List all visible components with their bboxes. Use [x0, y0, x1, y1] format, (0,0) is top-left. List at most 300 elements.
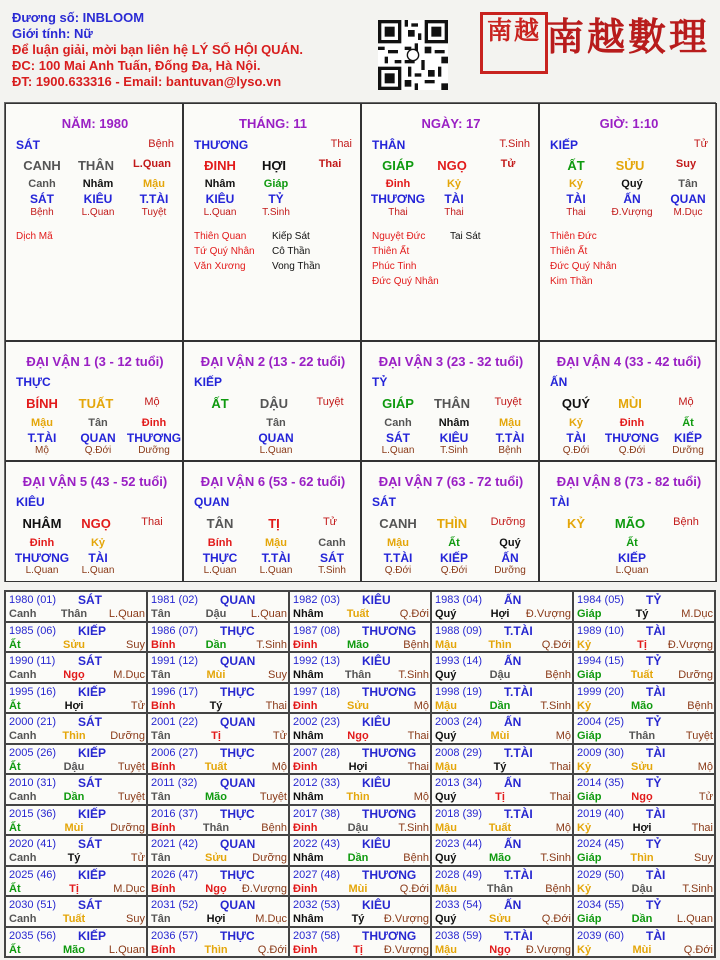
hidden-stem-star: TỶ: [268, 192, 284, 206]
hidden-stem: Nhâm: [204, 178, 236, 190]
year-phase: Mộ: [413, 791, 429, 803]
year-star: TÀI: [646, 745, 666, 760]
year-star: TÀI: [646, 684, 666, 699]
year-star: SÁT: [78, 715, 102, 729]
hidden-stem-star: ẤN: [501, 551, 519, 565]
year-age: 2039 (60): [577, 929, 625, 942]
year-stem: Canh: [9, 852, 37, 864]
year-age: 1987 (08): [293, 624, 341, 637]
year-star: TÀI: [646, 806, 666, 821]
year-age: 2013 (34): [435, 777, 483, 789]
year-phase: Thai: [265, 699, 287, 712]
year-cell: [289, 805, 431, 836]
year-stem: Tân: [151, 608, 171, 620]
year-phase: T.Sinh: [256, 638, 287, 651]
hidden-stem-star: TÀI: [88, 551, 108, 565]
pillar-stem-star: THÂN: [372, 138, 406, 152]
year-age: 2035 (56): [9, 929, 57, 942]
year-branch: Thìn: [488, 638, 512, 651]
year-cell: [573, 652, 715, 683]
year-stem: Bính: [151, 699, 176, 712]
year-cell: [289, 652, 431, 683]
pillar-stem-status: Bệnh: [148, 138, 174, 150]
hidden-stem: Ất: [626, 537, 638, 549]
year-age: 1980 (01): [9, 594, 57, 606]
year-age: 2030 (51): [9, 899, 57, 911]
contact-phone-email: ĐT: 1900.633316 - Email: bantuvan@lyso.vn: [12, 74, 282, 89]
decade-luck-4: [539, 341, 717, 461]
year-phase: Q.Đới: [399, 882, 429, 895]
year-branch: Tuất: [630, 669, 654, 681]
year-branch: Dần: [631, 913, 653, 925]
hidden-stem-star: ẤN: [623, 192, 641, 206]
decade-stem-star: SÁT: [372, 495, 396, 509]
decade-stem-star: TÀI: [550, 495, 570, 509]
year-phase: Đ.Vượng: [383, 913, 429, 925]
year-phase: Dưỡng: [252, 852, 287, 864]
hidden-stem-star: KIÊU: [205, 192, 235, 206]
pillar-title: NĂM: 1980: [61, 116, 129, 131]
pillar-branch-status: L.Quan: [133, 158, 171, 170]
year-cell: [573, 896, 715, 927]
year-branch: Ngọ: [489, 943, 511, 956]
year-branch: Mão: [63, 943, 85, 956]
year-stem: Giáp: [577, 913, 602, 925]
decade-heavenly-stem: BÍNH: [26, 396, 58, 411]
year-star: KIẾP: [78, 745, 107, 760]
year-stem: Kỷ: [577, 882, 592, 895]
year-age: 1981 (02): [151, 594, 199, 606]
year-age: 1988 (09): [435, 624, 483, 637]
hidden-stem: Đinh: [385, 178, 411, 190]
decade-stem-star: KIÊU: [16, 495, 45, 509]
year-phase: Dưỡng: [110, 821, 145, 834]
pillar-year: [5, 103, 183, 341]
year-cell: [431, 927, 573, 958]
year-branch: Thìn: [204, 943, 228, 956]
year-star: T.TÀI: [504, 928, 533, 943]
year-branch: Dần: [347, 852, 369, 864]
hidden-stem-phase: M.Dục: [673, 207, 703, 218]
year-star: KIÊU: [362, 898, 391, 912]
year-phase: L.Quan: [108, 608, 145, 620]
year-branch: Thân: [344, 669, 372, 681]
year-age: 2036 (57): [151, 929, 199, 942]
year-age: 2026 (47): [151, 868, 199, 881]
year-star: TÀI: [646, 867, 666, 882]
auxiliary-star: Kiếp Sát: [272, 231, 310, 242]
hidden-stem-star: KIÊU: [83, 192, 113, 206]
year-cell: [573, 927, 715, 958]
year-cell: [573, 744, 715, 775]
year-star: THỰC: [220, 928, 255, 943]
year-phase: Tuyệt: [117, 760, 145, 773]
year-age: 2020 (41): [9, 838, 57, 850]
year-branch: Tị: [211, 730, 221, 742]
year-phase: Đ.Vượng: [383, 943, 429, 956]
year-branch: Tuất: [488, 821, 512, 834]
year-cell: [573, 622, 715, 653]
year-stem: Quý: [435, 791, 457, 803]
year-cell: [289, 866, 431, 897]
year-phase: T.Sinh: [398, 669, 429, 681]
hidden-stem-star: SÁT: [386, 431, 410, 445]
year-branch: Ngọ: [347, 730, 369, 742]
year-cell: [5, 713, 147, 744]
pillar-heavenly-stem: CANH: [23, 158, 61, 173]
decade-status: Thai: [141, 516, 163, 528]
year-branch: Thìn: [346, 791, 370, 803]
year-branch: Thân: [628, 730, 656, 742]
year-phase: Q.Đới: [399, 608, 429, 620]
year-star: T.TÀI: [504, 684, 533, 699]
year-star: KIÊU: [362, 715, 391, 729]
pillar-month: [183, 103, 361, 341]
year-stem: Đinh: [293, 638, 318, 651]
hidden-stem-star: THƯƠNG: [604, 431, 660, 445]
hidden-stem-phase: L.Quan: [203, 565, 237, 576]
year-star: THỰC: [220, 867, 255, 882]
year-cell: [147, 683, 289, 714]
year-cell: [431, 652, 573, 683]
year-phase: Tuyệt: [117, 791, 145, 803]
hidden-stem-phase: T.Sinh: [318, 565, 346, 576]
pillar-stem-status: Thai: [330, 138, 352, 150]
year-branch: Tị: [637, 638, 647, 651]
year-branch: Mùi: [490, 730, 510, 742]
year-cell: [5, 591, 147, 622]
year-stem: Ất: [9, 699, 21, 712]
hidden-stem: Kỷ: [568, 417, 584, 429]
hidden-stem: Đinh: [29, 537, 55, 549]
hidden-stem-phase: Bệnh: [30, 207, 54, 218]
year-stem: Bính: [151, 821, 176, 834]
year-cell: [573, 866, 715, 897]
decade-title: ĐẠI VẬN 7 (63 - 72 tuổi): [378, 474, 524, 489]
hidden-stem-phase: Mộ: [35, 445, 49, 456]
hidden-stem-phase: L.Quan: [203, 207, 237, 218]
year-branch: Ngọ: [205, 882, 227, 895]
hidden-stem-phase: Thai: [444, 207, 464, 218]
year-cell: [289, 622, 431, 653]
decade-earthly-branch: MÃO: [614, 516, 646, 531]
year-stem: Nhâm: [293, 791, 324, 803]
decade-heavenly-stem: QUÝ: [561, 396, 591, 411]
hidden-stem-star: TÀI: [566, 431, 586, 445]
year-cell: [5, 835, 147, 866]
year-phase: Q.Đới: [541, 913, 571, 925]
decade-title: ĐẠI VẬN 1 (3 - 12 tuổi): [26, 354, 164, 369]
year-phase: T.Sinh: [540, 699, 571, 712]
year-stem: Nhâm: [293, 730, 324, 742]
year-stem: Giáp: [577, 608, 602, 620]
auxiliary-star: Thiên Quan: [194, 231, 247, 242]
year-branch: Dậu: [489, 669, 511, 681]
year-stem: Ất: [9, 882, 21, 895]
year-branch: Tị: [495, 791, 505, 803]
year-cell: [147, 591, 289, 622]
hidden-stem-phase: Q.Đới: [440, 565, 468, 576]
year-age: 2016 (37): [151, 807, 199, 820]
decade-earthly-branch: THÌN: [436, 516, 468, 531]
year-cell: [289, 896, 431, 927]
year-star: ẤN: [504, 654, 522, 668]
year-stem: Tân: [151, 852, 171, 864]
year-age: 1996 (17): [151, 685, 199, 698]
year-branch: Hợi: [206, 913, 226, 925]
year-branch: Tý: [635, 608, 649, 620]
year-phase: Đ.Vượng: [241, 882, 287, 895]
hidden-stem-phase: L.Quan: [259, 445, 293, 456]
year-cell: [5, 774, 147, 805]
decade-earthly-branch: DẬU: [259, 396, 289, 411]
hidden-stem-star: KIẾP: [617, 551, 646, 565]
year-age: 2019 (40): [577, 807, 625, 820]
year-branch: Thìn: [630, 852, 654, 864]
year-phase: L.Quan: [676, 913, 713, 925]
year-cell: [5, 744, 147, 775]
year-cell: [573, 683, 715, 714]
year-star: KIẾP: [78, 806, 107, 821]
year-star: TÀI: [646, 623, 666, 638]
hidden-stem-phase: Q.Đới: [384, 565, 412, 576]
year-phase: Q.Đới: [683, 943, 713, 956]
year-phase: Bệnh: [687, 699, 713, 712]
year-cell: [573, 774, 715, 805]
hidden-stem-phase: L.Quan: [25, 565, 59, 576]
year-cell: [147, 744, 289, 775]
year-cell: [573, 835, 715, 866]
year-age: 2037 (58): [293, 929, 341, 942]
year-star: SÁT: [78, 898, 102, 912]
year-star: THƯƠNG: [362, 745, 417, 760]
year-star: KIẾP: [78, 623, 107, 638]
contact-invite: Để luận giải, mời bạn liên hệ LÝ SỐ HỘI QUÁN.: [12, 42, 303, 57]
hidden-stem: Giáp: [263, 178, 289, 190]
year-cell: [431, 713, 573, 744]
year-branch: Mùi: [206, 669, 226, 681]
year-cell: [289, 774, 431, 805]
hidden-stem-phase: L.Quan: [381, 445, 415, 456]
year-age: 1990 (11): [9, 655, 56, 667]
year-branch: Thân: [202, 821, 230, 834]
year-branch: Tuất: [346, 608, 370, 620]
year-stem: Giáp: [577, 791, 602, 803]
pillar-stem-status: Tử: [693, 138, 708, 150]
auxiliary-star: Tứ Quý Nhân: [194, 246, 255, 257]
year-age: 2028 (49): [435, 868, 483, 881]
year-stem: Canh: [9, 730, 37, 742]
year-phase: Bệnh: [403, 852, 429, 864]
hidden-stem: Kỷ: [568, 178, 584, 190]
year-stem: Canh: [9, 791, 37, 803]
decade-luck-1: [5, 341, 183, 461]
year-age: 1999 (20): [577, 685, 625, 698]
year-age: 2006 (27): [151, 746, 199, 759]
pillar-branch-status: Thai: [318, 158, 342, 170]
year-star: ẤN: [504, 898, 522, 912]
year-phase: Tử: [272, 730, 287, 742]
year-cell: [431, 683, 573, 714]
hidden-stem: Nhâm: [82, 178, 114, 190]
year-age: 2007 (28): [293, 746, 341, 759]
hidden-stem-star: T.TÀI: [383, 551, 413, 565]
year-stem: Kỷ: [577, 943, 592, 956]
year-stem: Tân: [151, 913, 171, 925]
hidden-stem-star: KIÊU: [439, 431, 469, 445]
pillar-branch-status: Suy: [675, 158, 697, 170]
decade-luck-6: [183, 461, 361, 582]
hidden-stem-phase: Dưỡng: [494, 565, 526, 576]
year-phase: Mộ: [413, 699, 429, 712]
hidden-stem-star: TÀI: [444, 192, 464, 206]
year-phase: Tử: [130, 699, 145, 712]
year-star: KIÊU: [362, 593, 391, 607]
year-phase: T.Sinh: [540, 852, 571, 864]
year-age: 1989 (10): [577, 624, 625, 637]
year-phase: T.Sinh: [398, 821, 429, 834]
year-phase: Dưỡng: [110, 730, 145, 742]
year-branch: Sửu: [630, 760, 654, 773]
year-cell: [147, 774, 289, 805]
year-age: 1984 (05): [577, 594, 625, 606]
year-branch: Dậu: [63, 760, 85, 773]
year-star: SÁT: [78, 776, 102, 790]
year-cell: [431, 835, 573, 866]
hidden-stem-star: T.TÀI: [139, 192, 169, 206]
decade-status: Bệnh: [673, 516, 699, 528]
year-phase: Dưỡng: [678, 669, 713, 681]
decade-status: Tuyệt: [494, 396, 522, 408]
year-star: KIÊU: [362, 654, 391, 668]
year-branch: Dậu: [631, 882, 653, 895]
decade-stem-star: TỶ: [372, 375, 388, 389]
year-age: 2031 (52): [151, 899, 199, 911]
hidden-stem-star: KIẾP: [439, 551, 468, 565]
year-stem: Ất: [9, 821, 21, 834]
subject-name: Đương số: INBLOOM: [12, 10, 145, 25]
pillar-heavenly-stem: ẤT: [567, 158, 585, 173]
year-age: 2025 (46): [9, 868, 57, 881]
year-cell: [147, 896, 289, 927]
year-cell: [431, 774, 573, 805]
hidden-stem: Mậu: [387, 537, 409, 549]
year-phase: Suy: [268, 669, 287, 681]
hidden-stem-phase: L.Quan: [615, 565, 649, 576]
year-star: THỰC: [220, 623, 255, 638]
auxiliary-star: Thiên Ất: [372, 246, 410, 257]
year-star: TỶ: [646, 593, 662, 607]
year-branch: Ngọ: [63, 669, 85, 681]
decade-status: Dưỡng: [490, 516, 526, 528]
year-phase: Mộ: [271, 760, 287, 773]
year-star: T.TÀI: [504, 867, 533, 882]
decade-title: ĐẠI VẬN 6 (53 - 62 tuổi): [200, 474, 346, 489]
pillar-earthly-branch: NGỌ: [437, 158, 467, 173]
pillar-stem-star: THƯƠNG: [194, 138, 249, 152]
hidden-stem-star: QUAN: [670, 192, 706, 206]
year-branch: Dậu: [347, 821, 369, 834]
year-branch: Mão: [631, 699, 653, 712]
year-cell: [5, 927, 147, 958]
year-age: 2009 (30): [577, 746, 625, 759]
hidden-stem-star: SÁT: [30, 192, 54, 206]
hidden-stem-phase: Q.Đới: [618, 445, 646, 456]
year-branch: Tý: [67, 852, 81, 864]
year-age: 2021 (42): [151, 838, 199, 850]
hidden-stem-phase: T.Sinh: [440, 445, 468, 456]
pillar-title: THÁNG: 11: [239, 116, 307, 131]
year-cell: [289, 713, 431, 744]
year-stem: Quý: [435, 608, 457, 620]
hidden-stem-phase: Bệnh: [498, 445, 522, 456]
year-star: KIÊU: [362, 776, 391, 790]
year-cell: [573, 591, 715, 622]
auxiliary-star: Đức Quý Nhân: [550, 261, 617, 272]
brand-title: 南越數理: [546, 14, 711, 59]
year-phase: Thai: [549, 791, 571, 803]
year-age: 2011 (32): [151, 777, 198, 789]
year-branch: Thân: [486, 882, 514, 895]
year-branch: Sửu: [346, 699, 370, 712]
year-phase: Mộ: [697, 760, 713, 773]
hidden-stem: Mậu: [31, 417, 53, 429]
year-star: THỰC: [220, 684, 255, 699]
decade-status: Mộ: [678, 396, 694, 408]
pillar-earthly-branch: SỬU: [615, 158, 645, 173]
auxiliary-star: Tai Sát: [450, 231, 481, 242]
year-stem: Nhâm: [293, 913, 324, 925]
year-phase: Tử: [698, 791, 713, 803]
year-star: SÁT: [78, 654, 102, 668]
hidden-stem-phase: L.Quan: [259, 565, 293, 576]
hidden-stem: Mậu: [265, 537, 287, 549]
year-cell: [5, 683, 147, 714]
year-phase: Mộ: [555, 821, 571, 834]
year-stem: Mậu: [435, 821, 457, 834]
year-star: TỶ: [646, 837, 662, 851]
year-age: 2038 (59): [435, 929, 483, 942]
hidden-stem-phase: T.Sinh: [262, 207, 290, 218]
hidden-stem-phase: Dưỡng: [672, 445, 704, 456]
year-age: 2029 (50): [577, 868, 625, 881]
year-phase: Thai: [407, 730, 429, 742]
year-branch: Tý: [493, 760, 507, 773]
year-stem: Kỷ: [577, 821, 592, 834]
hidden-stem-phase: Thai: [566, 207, 586, 218]
year-cell: [573, 805, 715, 836]
year-age: 2012 (33): [293, 777, 341, 789]
pillar-earthly-branch: HỢI: [261, 158, 287, 173]
year-branch: Mùi: [348, 882, 368, 895]
hidden-stem: Tân: [266, 417, 286, 429]
year-stem: Giáp: [577, 852, 602, 864]
year-phase: M.Dục: [255, 913, 287, 925]
year-age: 2014 (35): [577, 777, 625, 789]
logo-seal: [480, 12, 548, 74]
pillar-stem-star: KIẾP: [550, 138, 579, 152]
year-branch: Thìn: [62, 730, 86, 742]
year-stem: Ất: [9, 943, 21, 956]
year-stem: Nhâm: [293, 852, 324, 864]
year-star: ẤN: [504, 715, 522, 729]
pillar-title: GIỜ: 1:10: [599, 116, 659, 131]
hidden-stem-star: QUAN: [258, 431, 294, 445]
hidden-stem-phase: L.Quan: [81, 565, 115, 576]
year-cell: [431, 896, 573, 927]
year-branch: Tý: [209, 699, 223, 712]
year-star: KIẾP: [78, 928, 107, 943]
